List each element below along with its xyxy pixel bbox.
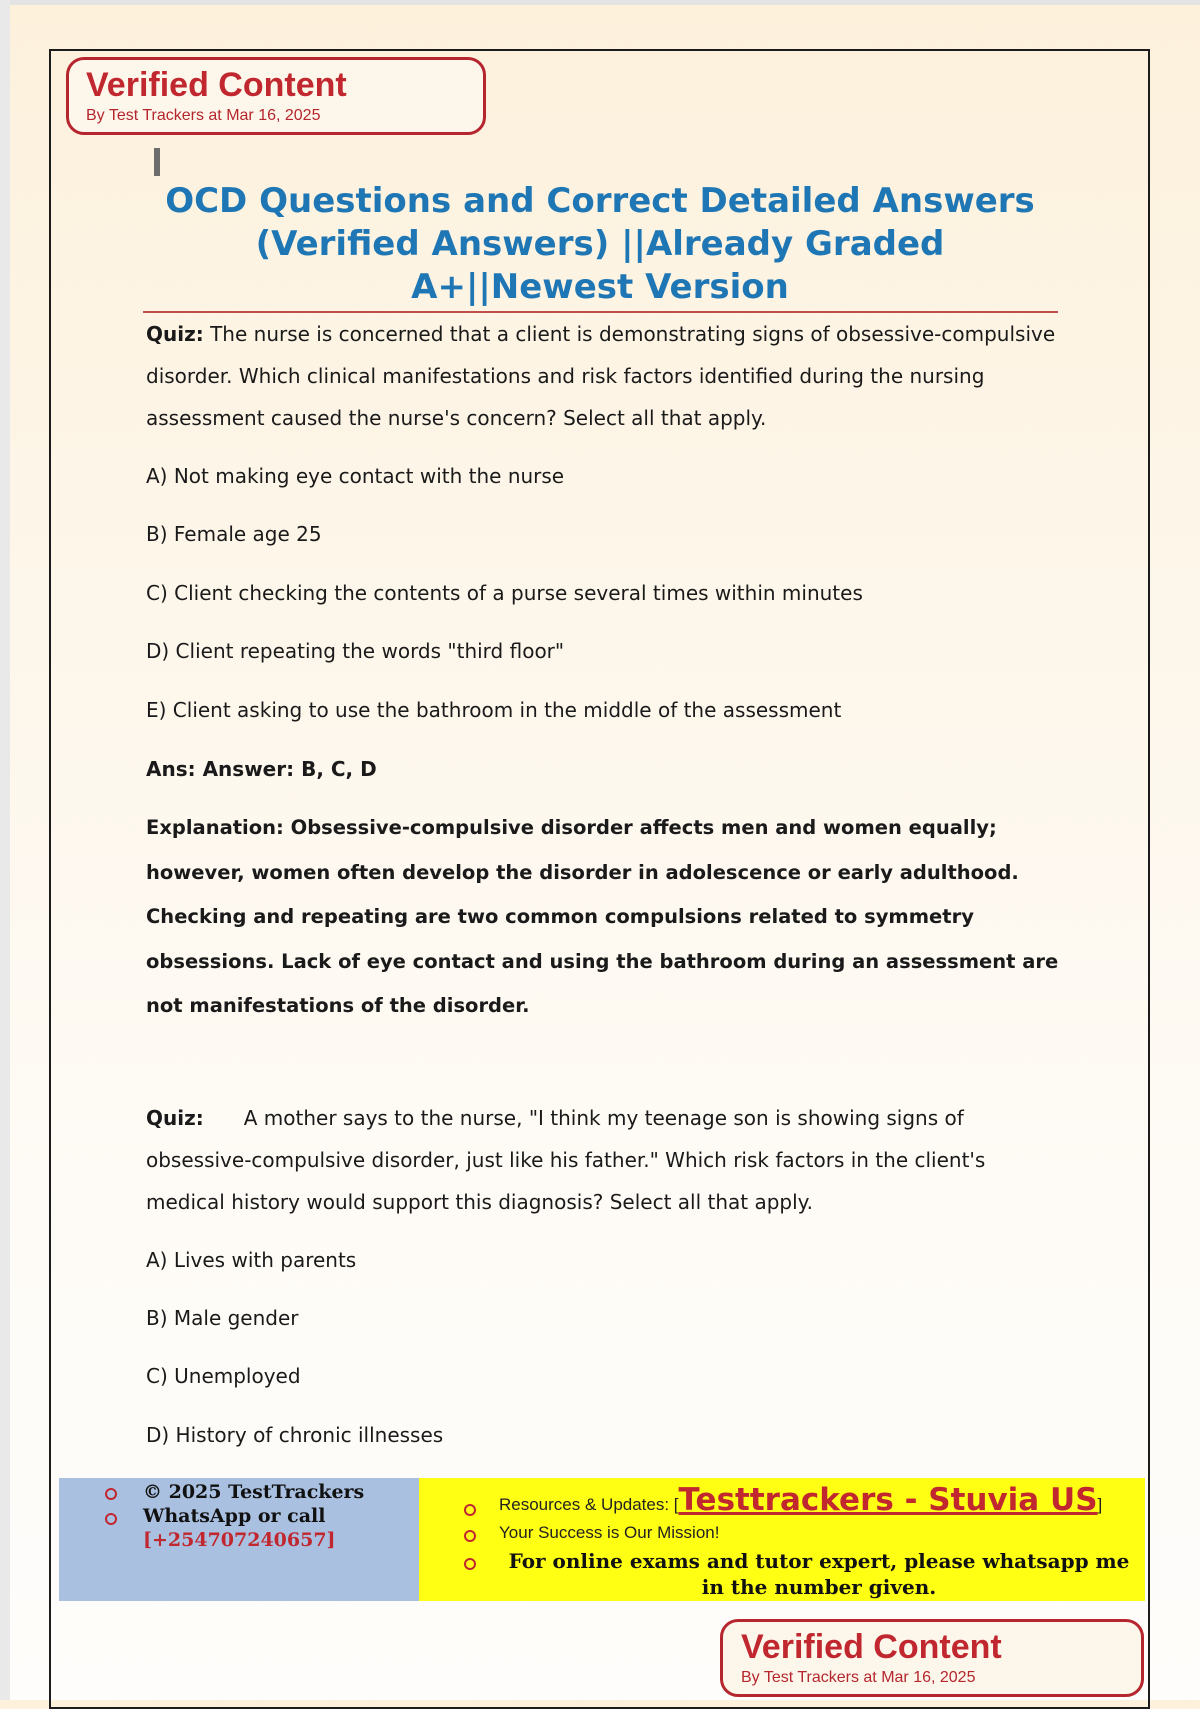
- page-edge-top: [0, 0, 1200, 5]
- footer-resources-panel: [419, 1478, 1145, 1601]
- quiz2-option-a: A) Lives with parents: [146, 1248, 357, 1272]
- bullet-icon: [464, 1558, 476, 1570]
- quiz2-label: Quiz:: [146, 1106, 204, 1130]
- footer-mission: Your Success is Our Mission!: [499, 1523, 720, 1542]
- footer-copyright: © 2025 TestTrackers: [143, 1481, 365, 1503]
- quiz1-option-d: D) Client repeating the words "third floor": [146, 639, 565, 663]
- resources-label: Resources & Updates: [: [499, 1495, 679, 1514]
- footer-online-note: For online exams and tutor expert, please whatsapp me in the number given.: [508, 1549, 1130, 1599]
- verified-stamp-bottom: [720, 1619, 1144, 1697]
- bullet-icon: [105, 1513, 117, 1525]
- quiz1-question-text: The nurse is concerned that a client is demonstrating signs of obsessive-compulsive disorder. Which clinical manifestations and risk factors identified during the nursing assessment caused the nurse's concern? Select all that apply.: [146, 322, 1056, 430]
- stamp-title: Verified Content: [741, 1628, 1002, 1666]
- quiz1-label: Quiz:: [146, 322, 204, 346]
- stamp-title: Verified Content: [86, 66, 347, 104]
- bullet-icon: [464, 1530, 476, 1542]
- quiz2-option-c: C) Unemployed: [146, 1364, 301, 1388]
- quiz1-option-b: B) Female age 25: [146, 522, 322, 546]
- quiz1-option-a: A) Not making eye contact with the nurse: [146, 464, 565, 488]
- footer-contact-panel: [59, 1478, 419, 1601]
- bullet-icon: [464, 1504, 476, 1516]
- quiz1-option-c: C) Client checking the contents of a purse several times within minutes: [146, 581, 863, 605]
- quiz2-question: [146, 1097, 1066, 1223]
- bullet-icon: [105, 1488, 117, 1500]
- quiz1-question: [146, 313, 1066, 439]
- footer-resources-line: [499, 1482, 1102, 1518]
- document-title: OCD Questions and Correct Detailed Answers (Verified Answers) ||Already Graded A+||Newest Version: [165, 181, 1035, 307]
- quiz2-option-b: B) Male gender: [146, 1306, 299, 1330]
- quiz1-explanation: Explanation: Obsessive-compulsive disorder affects men and women equally; however, women often develop the disorder in adolescence or early adulthood. Checking and repeating are two common compulsions related to symmetry obsessions. Lack of eye contact and using the bathroom during an assessment are not manifestations of the disorder.: [146, 816, 1059, 1017]
- verified-stamp-top: [66, 57, 486, 135]
- quiz1-option-e: E) Client asking to use the bathroom in the middle of the assessment: [146, 698, 842, 722]
- quiz2-option-d: D) History of chronic illnesses: [146, 1423, 444, 1447]
- quiz2-question-text: A mother says to the nurse, "I think my teenage son is showing signs of obsessive-compulsive disorder, just like his father." Which risk factors in the client's medical history would support this diagnosis? Select all that apply.: [146, 1106, 986, 1214]
- resources-close: ]: [1097, 1495, 1103, 1514]
- page-edge-left: [0, 0, 10, 1700]
- stamp-subtitle: By Test Trackers at Mar 16, 2025: [86, 107, 321, 124]
- stuvia-link[interactable]: Testtrackers - Stuvia US: [678, 1482, 1098, 1518]
- stamp-subtitle: By Test Trackers at Mar 16, 2025: [741, 1669, 976, 1686]
- footer-whatsapp-label: WhatsApp or call: [143, 1505, 326, 1527]
- footer-phone[interactable]: [+254707240657]: [143, 1529, 336, 1551]
- quiz1-answer: Ans: Answer: B, C, D: [146, 757, 377, 781]
- text-cursor-icon: [154, 148, 160, 176]
